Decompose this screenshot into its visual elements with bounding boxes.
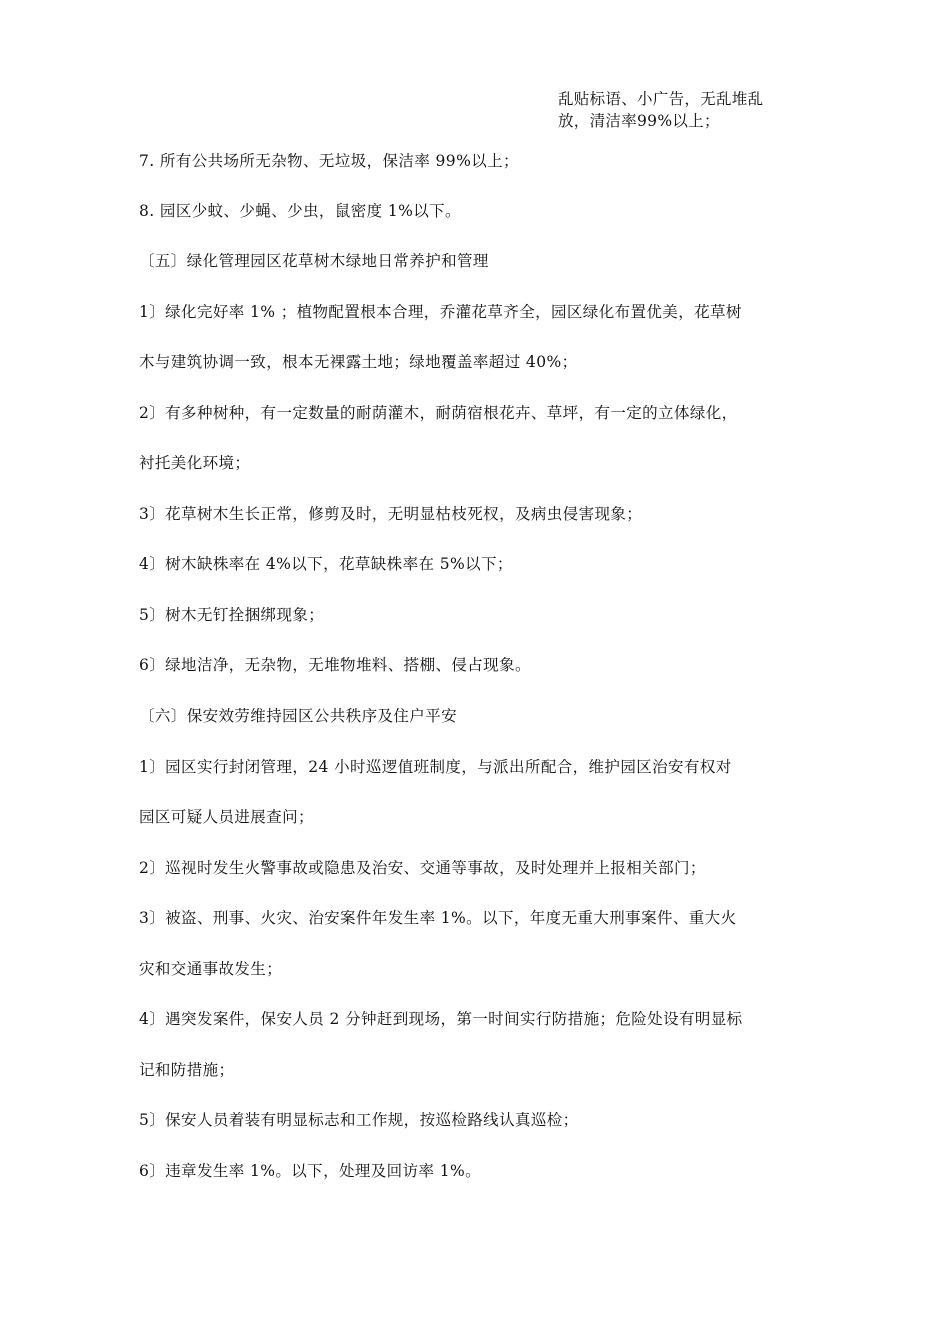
- paragraph-line: 记和防措施；: [139, 1061, 235, 1079]
- top-note: [558, 88, 818, 132]
- section-heading-security: 〔六〕保安效劳维持园区公共秩序及住户平安: [139, 707, 458, 725]
- paragraph-line: 1〕绿化完好率 1% ；植物配置根本合理，乔灌花草齐全，园区绿化布置优美，花草树: [139, 303, 742, 321]
- paragraph-line: 灾和交通事故发生；: [139, 960, 283, 978]
- paragraph-line: 6〕绿地洁净，无杂物，无堆物堆料、搭棚、侵占现象。: [139, 656, 531, 674]
- list-item-8: 8. 园区少蚊、少蝇、少虫，鼠密度 1%以下。: [139, 202, 461, 220]
- top-note-line: 乱贴标语、小广告，无乱堆乱: [558, 90, 764, 108]
- list-item-7: 7. 所有公共场所无杂物、无垃圾，保洁率 99%以上；: [139, 152, 519, 170]
- paragraph-line: 木与建筑协调一致，根本无裸露土地；绿地覆盖率超过 40%；: [139, 353, 578, 371]
- paragraph-line: 4〕遇突发案件，保安人员 2 分钟赶到现场，第一时间实行防措施；危险处设有明显标: [139, 1010, 743, 1028]
- top-note-line: 放，清洁率99%以上；: [558, 112, 720, 130]
- paragraph-line: 2〕巡视时发生火警事故或隐患及治安、交通等事故，及时处理并上报相关部门；: [139, 859, 706, 877]
- paragraph-line: 2〕有多种树种，有一定数量的耐荫灌木，耐荫宿根花卉、草坪，有一定的立体绿化，: [139, 404, 738, 422]
- paragraph-line: 5〕树木无钉拴捆绑现象；: [139, 606, 325, 624]
- paragraph-line: 园区可疑人员进展查问；: [139, 808, 314, 826]
- paragraph-line: 6〕违章发生率 1%。以下，处理及回访率 1%。: [139, 1162, 481, 1180]
- paragraph-line: 3〕被盗、刑事、火灾、治安案件年发生率 1%。以下，年度无重大刑事案件、重大火: [139, 909, 737, 927]
- paragraph-line: 3〕花草树木生长正常，修剪及时，无明显枯枝死杈，及病虫侵害现象；: [139, 505, 643, 523]
- paragraph-line: 衬托美化环境；: [139, 454, 251, 472]
- section-heading-greening: 〔五〕绿化管理园区花草树木绿地日常养护和管理: [139, 252, 489, 270]
- paragraph-line: 4〕树木缺株率在 4%以下，花草缺株率在 5%以下；: [139, 555, 513, 573]
- paragraph-line: 5〕保安人员着装有明显标志和工作规，按巡检路线认真巡检；: [139, 1111, 579, 1129]
- paragraph-line: 1〕园区实行封闭管理，24 小时巡逻值班制度，与派出所配合，维护园区治安有权对: [139, 758, 732, 776]
